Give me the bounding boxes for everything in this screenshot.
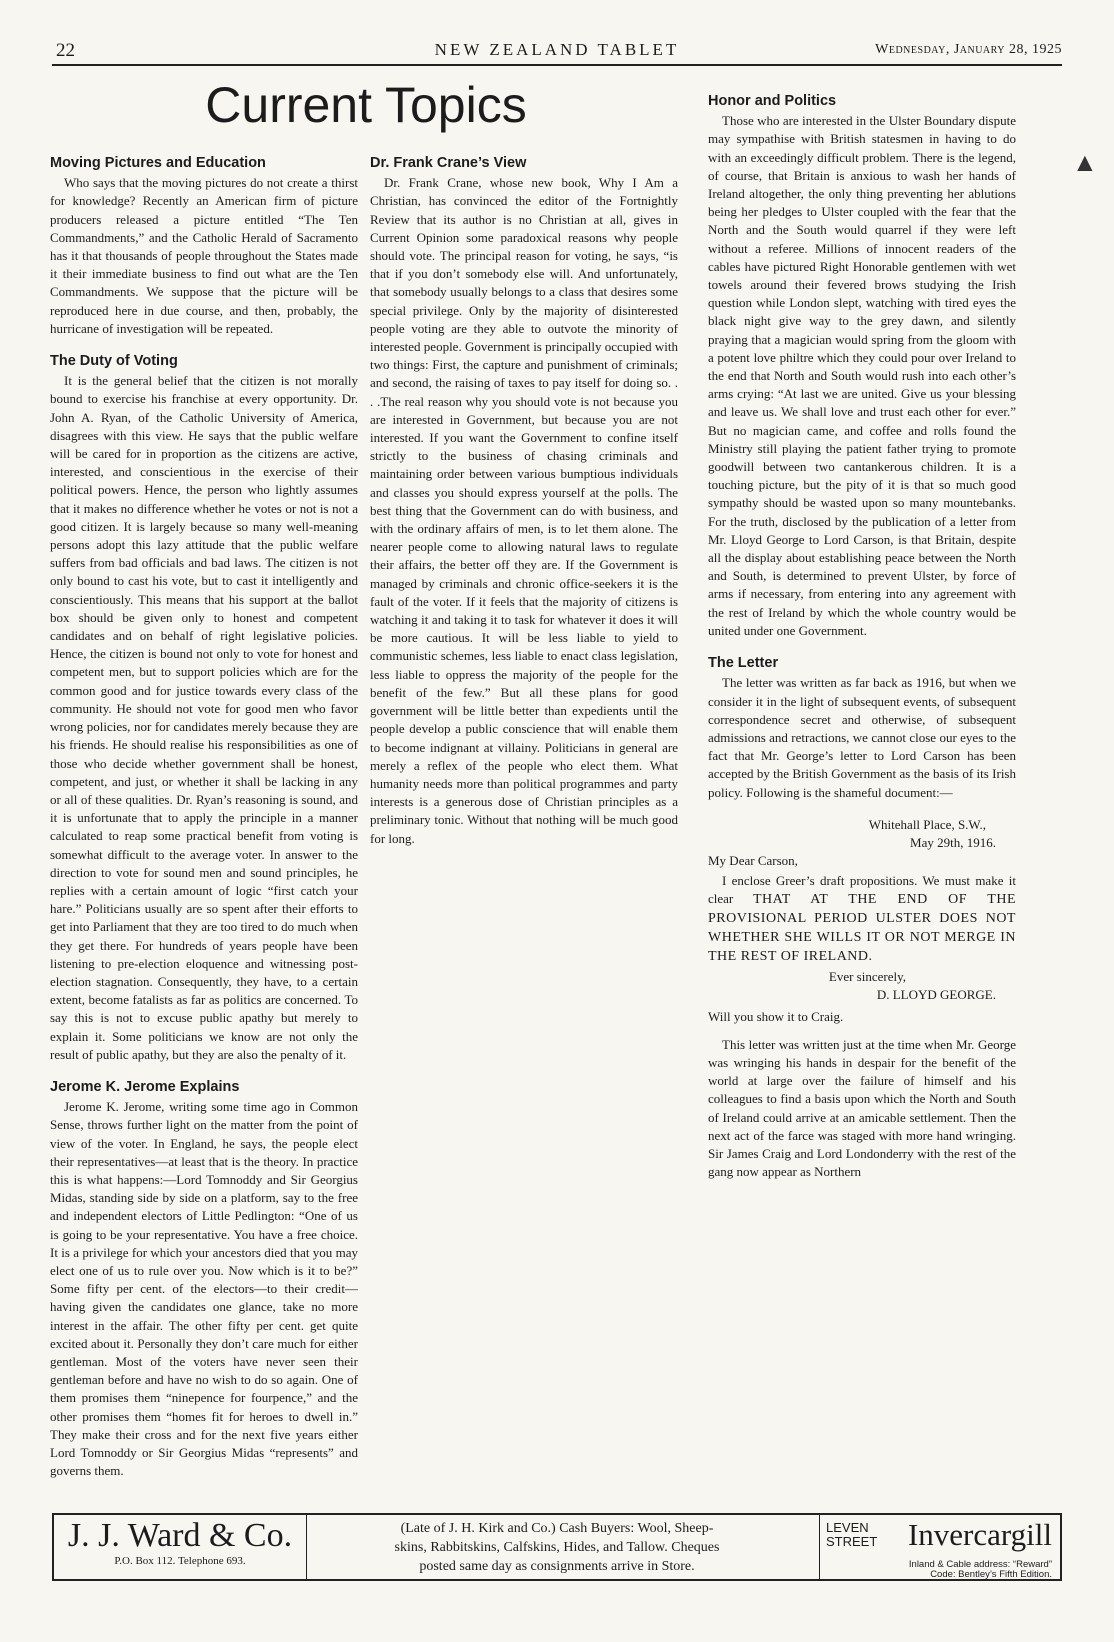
column-3 [708,92,1016,1509]
letter-closing: Ever sincerely, [828,968,906,984]
masthead: NEW ZEALAND TABLET [434,40,680,59]
ad-code: Code: Bentley’s Fifth Edition. [930,1569,1052,1580]
column-1 [50,154,358,1509]
article-heading: The Letter [708,655,779,672]
section-title: Current Topics [205,77,527,133]
letter-salutation: My Dear Carson, [708,852,798,868]
ad-cable-address: Inland & Cable address: “Reward” [908,1559,1052,1570]
ad-text [312,1519,802,1576]
letter-date: May 29th, 1916. [910,834,996,850]
letter-postscript: Will you show it to Craig. [708,1008,844,1024]
letter-body-caps: THAT AT THE END OF THE PROVISIONAL PERIOD ULSTER DOES NOT WHETHER SHE WILLS IT OR NOT MERGE IN THE REST OF IRELAND. [708,891,1016,964]
ad-line: posted same day as consignments arrive in Store. [419,1559,695,1574]
article-paragraph: Those who are interested in the Ulster Boundary dispute may sympathise with British statesmen in having to do with an exceedingly difficult problem. There is the legend, of course, that Britain is anxious to wash her hands of Ireland altogether, the only thing preventing her ablutions being her pledges to Ulster coupled with the fear that the North and the South would quarrel if they were left without a referee. Millions of innocent readers of the cables have pictured Right Honorable gentlemen with wet towels around their fevered brows studying the Irish question while London slept, watching with tired eyes the black night give way to the grey dawn, and silently praying that a magician would spring from the gloom with a potent love philtre which they could pour over Ireland to the end that North and South would rush into each other’s arms crying: “At last we are united. Give us your blessing and leave us. We shall love and trust each other for ever.” But no magician came, and coffee and rolls found the Ministry still playing the patient father trying to promote goodwill between two cantankerous children. It is a touching picture, but the pity of it is that so much good sympathy should be wasted upon so many mountebanks. For the truth, disclosed by the publication of a letter from Mr. Lloyd George to Lord Carson, is that Britain, despite all the display about establishing peace between the North and South, is determined to prevent Ulster, by force of arms if necessary, from entering into any agreement with the rest of Ireland by which the whole country would be united under one Government. [708,113,1016,638]
article-heading: Jerome K. Jerome Explains [50,1078,240,1095]
letter-address: Whitehall Place, S.W., [868,816,986,832]
issue-date: Wednesday, January 28, 1925 [875,42,1062,57]
article-paragraph: Jerome K. Jerome, writing some time ago in Common Sense, throws further light on the matter from the point of view of the voter. In England, he says, the people elect their representatives—at least that is the theory. In practice this is what happens:—Lord Tomnoddy and Sir Georgius Midas, standing side by side on a platform, say to the free and independent electors of Little Pedlington: “One of us is going to be your representative. You have a free choice. It is a privilege for which your ancestors died that you may elect one of us to rule over you. Now which is it to be?” Some fifty per cent. of the electors—to their credit—having given the candidates one glance, take no more interest in the affair. The other fifty per cent. get quite excited about it. Personally they don’t care much for either gentleman. Most of the voters have never seen their gentleman before and have no wish to do so again. One of them promises them “ninepence for fourpence,” and the other promises them “homes fit for heroes to dwell in.” They make their cross and for the next five years either Lord Tomnoddy or Sir Georgius Midas “represents” and governs them. [50,1099,358,1479]
advertisement [52,1513,1062,1581]
article-paragraph: Who says that the moving pictures do not create a thirst for knowledge? Recently an American firm of picture producers released a picture entitled “The Ten Commandments,” and the Catholic Herald of Sacramento has it that thousands of people throughout the States made it their immediate business to find out what are the Ten Commandments. We suppose that the picture will be reproduced here in due course, and then, probably, the hurricane of investigation will be repeated. [50,175,358,336]
ad-line: (Late of J. H. Kirk and Co.) Cash Buyers: Wool, Sheep- [400,1521,714,1536]
margin-mark: ▲ [1072,148,1098,177]
ad-town: Invercargill [907,1517,1052,1552]
quoted-letter [708,816,1016,1026]
ad-firm-block [54,1515,307,1579]
letter-body-text: I enclose Greer’s draft propositions. We must make it clear [708,872,1016,906]
ad-firm-name: J. J. Ward & Co. [67,1517,293,1554]
ad-line: skins, Rabbitskins, Calfskins, Hides, and Tallow. Cheques [394,1540,720,1555]
letter-body [708,872,1016,966]
ad-cable [909,1560,1052,1580]
article-heading: Moving Pictures and Education [50,155,266,171]
ad-address-block [819,1515,1060,1579]
header-rule [52,64,1062,66]
article-heading: The Duty of Voting [50,353,178,370]
article-paragraph: This letter was written just at the time when Mr. George was wringing his hands in despair for the benefit of the world at large over the failure of himself and his colleagues to find a basis upon which the North and South of Ireland could arrive at an amicable settlement. Then the next act of the farce was staged with more hand wringing. Sir James Craig and Lord Londonderry with the rest of the gang now appear as Northern [708,1036,1016,1180]
page-header [52,36,1062,66]
article-heading: Dr. Frank Crane’s View [370,155,527,171]
article-paragraph: The letter was written as far back as 1916, but when we consider it in the light of subsequent events, of subsequent correspondence secret and otherwise, of subsequent admissions and retractions, we cannot close our eyes to the fact that Mr. George’s letter to Lord Carson has been accepted by the British Government as the basis of its Irish policy. Following is the shameful document:— [708,675,1016,800]
ad-street: LEVEN STREET [826,1520,878,1549]
article-heading: Honor and Politics [708,93,837,109]
column-2 [370,154,678,1509]
ad-contact: P.O. Box 112. Telephone 693. [114,1555,246,1567]
letter-signature: D. LLOYD GEORGE. [876,986,996,1002]
article-paragraph: It is the general belief that the citizen is not morally bound to exercise his franchise at every opportunity. Dr. John A. Ryan, of the Catholic University of America, disagrees with this view. He says that the public welfare will be cared for in proportion as the citizens are active, interested, and conscientious in the exercise of their political powers. Hence, the person who lightly assumes that it makes no difference whether he votes or not is not a good citizen. It is largely because so many well-meaning persons adopt this lazy attitude that the public welfare suffers from bad officials and bad laws. The citizen is not only bound to cast his vote, but to cast it intelligently and conscientiously. This means that his support at the ballot box should be given only to honest and competent candidates and on behalf of right legislative policies. Hence, the citizen is bound not only to vote for honest and competent men, but to support policies which are for the common good and for justice towards every class of the community. He should not vote for good men who favor wrong policies, nor for candidates merely because they are his friends. He should realise his responsibilities as one of those who decide whether government shall be honest, competent, and just, or whether it shall be lacking in any or all of these qualities. Dr. Ryan’s reasoning is sound, and it is unfortunate that to apply the principle in a manner calculated to reap some practical benefit from voting is somewhat difficult to the average voter. In answer to the direction to vote for sound men and sound principles, he replies with a certain amount of logic “first catch your hare.” Politicians usually are so spent after their efforts to get into Parliament that they are too tired to do much when they get there. For hundreds of years people have been listening to pre-election eloquence and witnessing post-election stagnation. Consequently, they have, to a certain extent, become fatalists as far as politics are concerned. To say this is not to excuse public apathy but merely to explain it. Some politicians we know are not only the result of public apathy, but they are also the penalty of it. [50,373,358,1062]
article-paragraph: Dr. Frank Crane, whose new book, Why I Am a Christian, has convinced the editor of the Fortnightly Review that its author is no Christian at all, gives in Current Opinion some paradoxical reasons why people should vote. The principal reason for voting, he says, “is that if you don’t somebody else will. And unfortunately, that somebody usually belongs to a class that desires some special privilege. Only by the majority of disinterested people voting are they able to outvote the minority of interested people. Government is principally occupied with two things: First, the capture and punishment of criminals; and second, the raising of taxes to pay itself for doing so. . . .The real reason why you should vote is not because you are interested in Government, but because you are not interested. If you want the Government to confine itself strictly to the business of chasing criminals and maintaining order between various bumptious individuals and classes you should express yourself at the polls. The best thing that the Government can do with business, and with the ordinary affairs of men, is to let them alone. The nearer people come to allowing natural laws to regulate their affairs, the better off they are. If the Government is managed by criminals and chronic office-seekers it is the fault of the voter. If it feels that the majority of citizens is watching it and taking it to task for whatever it does it will be more cautious. It will be less liable to yield to communistic schemes, less liable to enact class legislation, less liable to oppress the majority of the people for the benefit of the few.” But all these plans for good government will be little better than expedients until the people develop a public conscience that will enable them to become indignant at villainy. Politicians in general are merely a reflex of the people who elect them. What humanity needs more than political programmes and party interests is a generous dose of Christian principles as a preliminary tonic. Without that nothing will be much good for long. [370,175,678,846]
page-number: 22 [56,40,75,61]
